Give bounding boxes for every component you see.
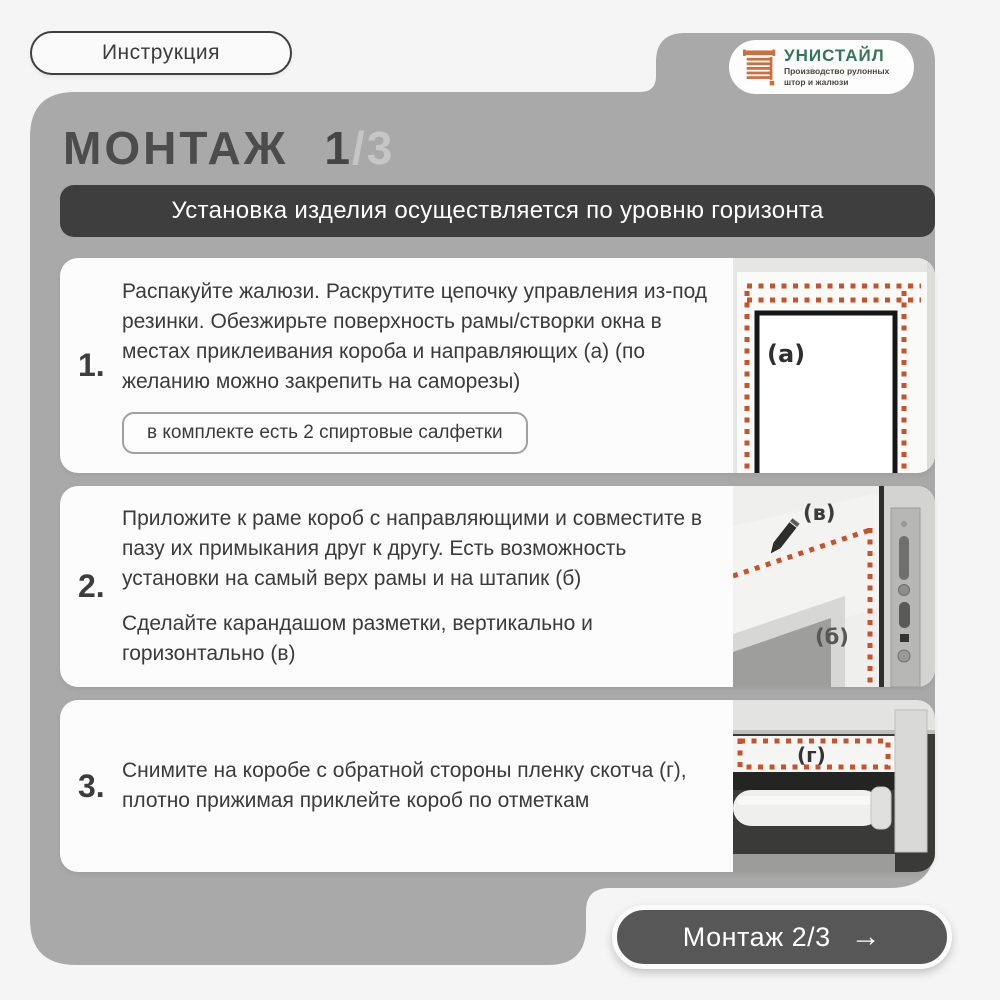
page-total: /3 — [351, 122, 395, 174]
step-2-text-1: Приложите к раме короб с направляющими и совместите в пазу их примыкания друг к другу. Есть возможность установки на самый верх рамы и на штапик (б) — [122, 507, 703, 591]
label-b: (б) — [815, 625, 849, 649]
instruction-tab-button[interactable] — [30, 31, 292, 75]
window-frame-illustration — [733, 258, 935, 473]
brand-name: УНИСТАЙЛ — [784, 46, 885, 66]
next-page-button[interactable] — [612, 905, 952, 969]
cassette-tape-illustration — [733, 700, 935, 872]
blinds-logo-icon — [743, 46, 777, 88]
step-3-number: 3. — [78, 767, 105, 804]
step-3-text: Снимите на коробе с обратной стороны пленку скотча (г), плотно прижимая приклейте короб по отметкам — [122, 759, 687, 812]
step-1-text: Распакуйте жалюзи. Раскрутите цепочку управления из-под резинки. Обезжирьте поверхность рамы/створки окна в местах приклеивания короба и направляющих (а) (по желанию можно закрепить на саморезы) — [122, 280, 708, 393]
label-g: (г) — [797, 743, 826, 767]
title-text: МОНТАЖ — [63, 122, 289, 174]
page-indicator — [324, 121, 394, 175]
page-title — [63, 121, 394, 175]
label-a: (а) — [767, 340, 806, 368]
step-1-number: 1. — [78, 347, 105, 383]
step-3-card — [60, 700, 935, 872]
step-3-photo — [733, 700, 935, 872]
label-v: (в) — [803, 501, 836, 525]
frame-marking-illustration — [733, 486, 935, 687]
brand-subtitle: Производство рулонных штор и жалюзи — [784, 66, 890, 87]
step-2-photo — [733, 486, 935, 687]
step-2-text-2: Сделайте карандашом разметки, вертикально и горизонтально (в) — [122, 611, 593, 665]
step-1-photo — [733, 258, 935, 473]
instruction-label: Инструкция — [101, 41, 221, 64]
step-2-card — [60, 486, 935, 687]
step-1-card — [60, 258, 935, 473]
step-2-number: 2. — [78, 568, 105, 604]
level-banner — [60, 185, 935, 237]
banner-text: Установка изделия осуществляется по уровню горизонта — [171, 197, 824, 224]
page-current: 1 — [324, 122, 352, 174]
step-1-badge: в комплекте есть 2 спиртовые салфетки — [122, 412, 528, 454]
arrow-right-icon: → — [850, 920, 882, 953]
next-page-label: Монтаж 2/3 — [682, 921, 831, 952]
brand-logo — [729, 40, 914, 94]
